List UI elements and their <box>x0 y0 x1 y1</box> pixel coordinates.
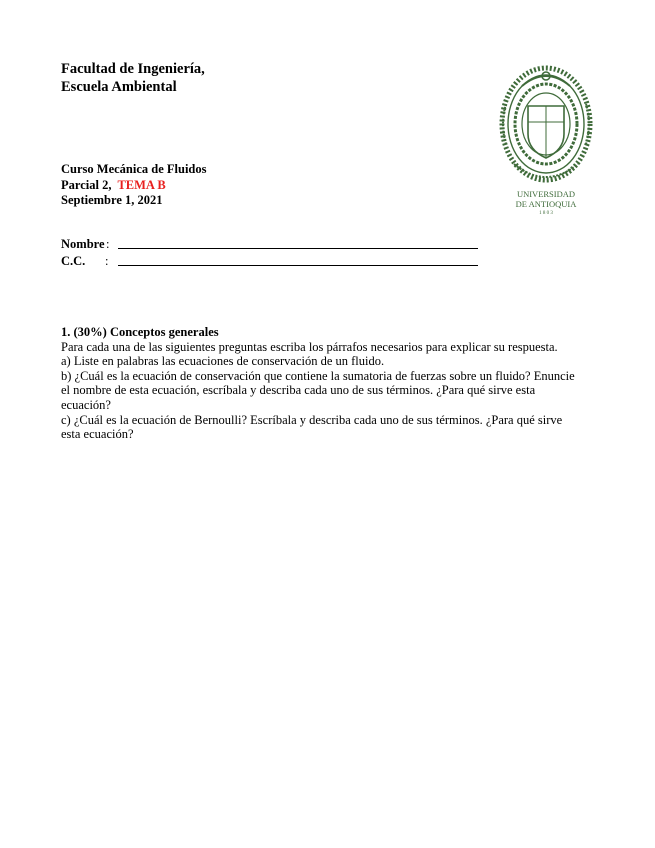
id-colon: : <box>105 254 109 268</box>
seal-text-line2: DE ANTIOQUIA <box>515 199 577 209</box>
question-1-item-b-line3: ecuación? <box>61 397 111 412</box>
exam-label: Parcial 2, <box>61 177 112 192</box>
name-input-line[interactable] <box>118 248 478 249</box>
name-colon: : <box>106 237 110 251</box>
exam-date: Septiembre 1, 2021 <box>61 193 163 207</box>
seal-text-line3: 1 8 0 3 <box>539 211 553 214</box>
seal-text-line1: UNIVERSIDAD <box>516 189 576 199</box>
exam-topic: TEMA B <box>117 177 166 192</box>
question-1-title: 1. (30%) Conceptos generales <box>61 325 219 339</box>
course-name: Curso Mecánica de Fluidos <box>61 162 207 176</box>
question-1 <box>61 325 591 442</box>
id-input-line[interactable] <box>118 265 478 266</box>
faculty-name: Facultad de Ingeniería, <box>61 61 205 77</box>
university-seal-logo <box>492 64 600 214</box>
course-info <box>61 162 206 209</box>
question-1-intro: Para cada una de las siguientes preguntas escriba los párrafos necesarios para explicar su respuesta. <box>61 339 558 354</box>
id-label: C.C. <box>61 254 86 268</box>
question-1-item-b-line1: b) ¿Cuál es la ecuación de conservación que contiene la sumatoria de fuerzas sobre un fluido? Enuncie <box>61 368 575 383</box>
question-1-item-c-line1: c) ¿Cuál es la ecuación de Bernoulli? Escríbala y describa cada uno de sus términos. ¿Para qué sirve <box>61 412 563 427</box>
school-name: Escuela Ambiental <box>61 79 177 95</box>
question-1-item-c-line2: esta ecuación? <box>61 427 134 442</box>
question-1-item-b-line2: el nombre de esta ecuación, escríbala y describa cada uno de sus términos. ¿Para qué sirve esta <box>61 383 536 398</box>
name-label: Nombre <box>61 237 105 251</box>
exam-line <box>61 178 206 194</box>
question-1-item-a: a) Liste en palabras las ecuaciones de conservación de un fluido. <box>61 354 385 369</box>
institution-header <box>61 60 205 96</box>
